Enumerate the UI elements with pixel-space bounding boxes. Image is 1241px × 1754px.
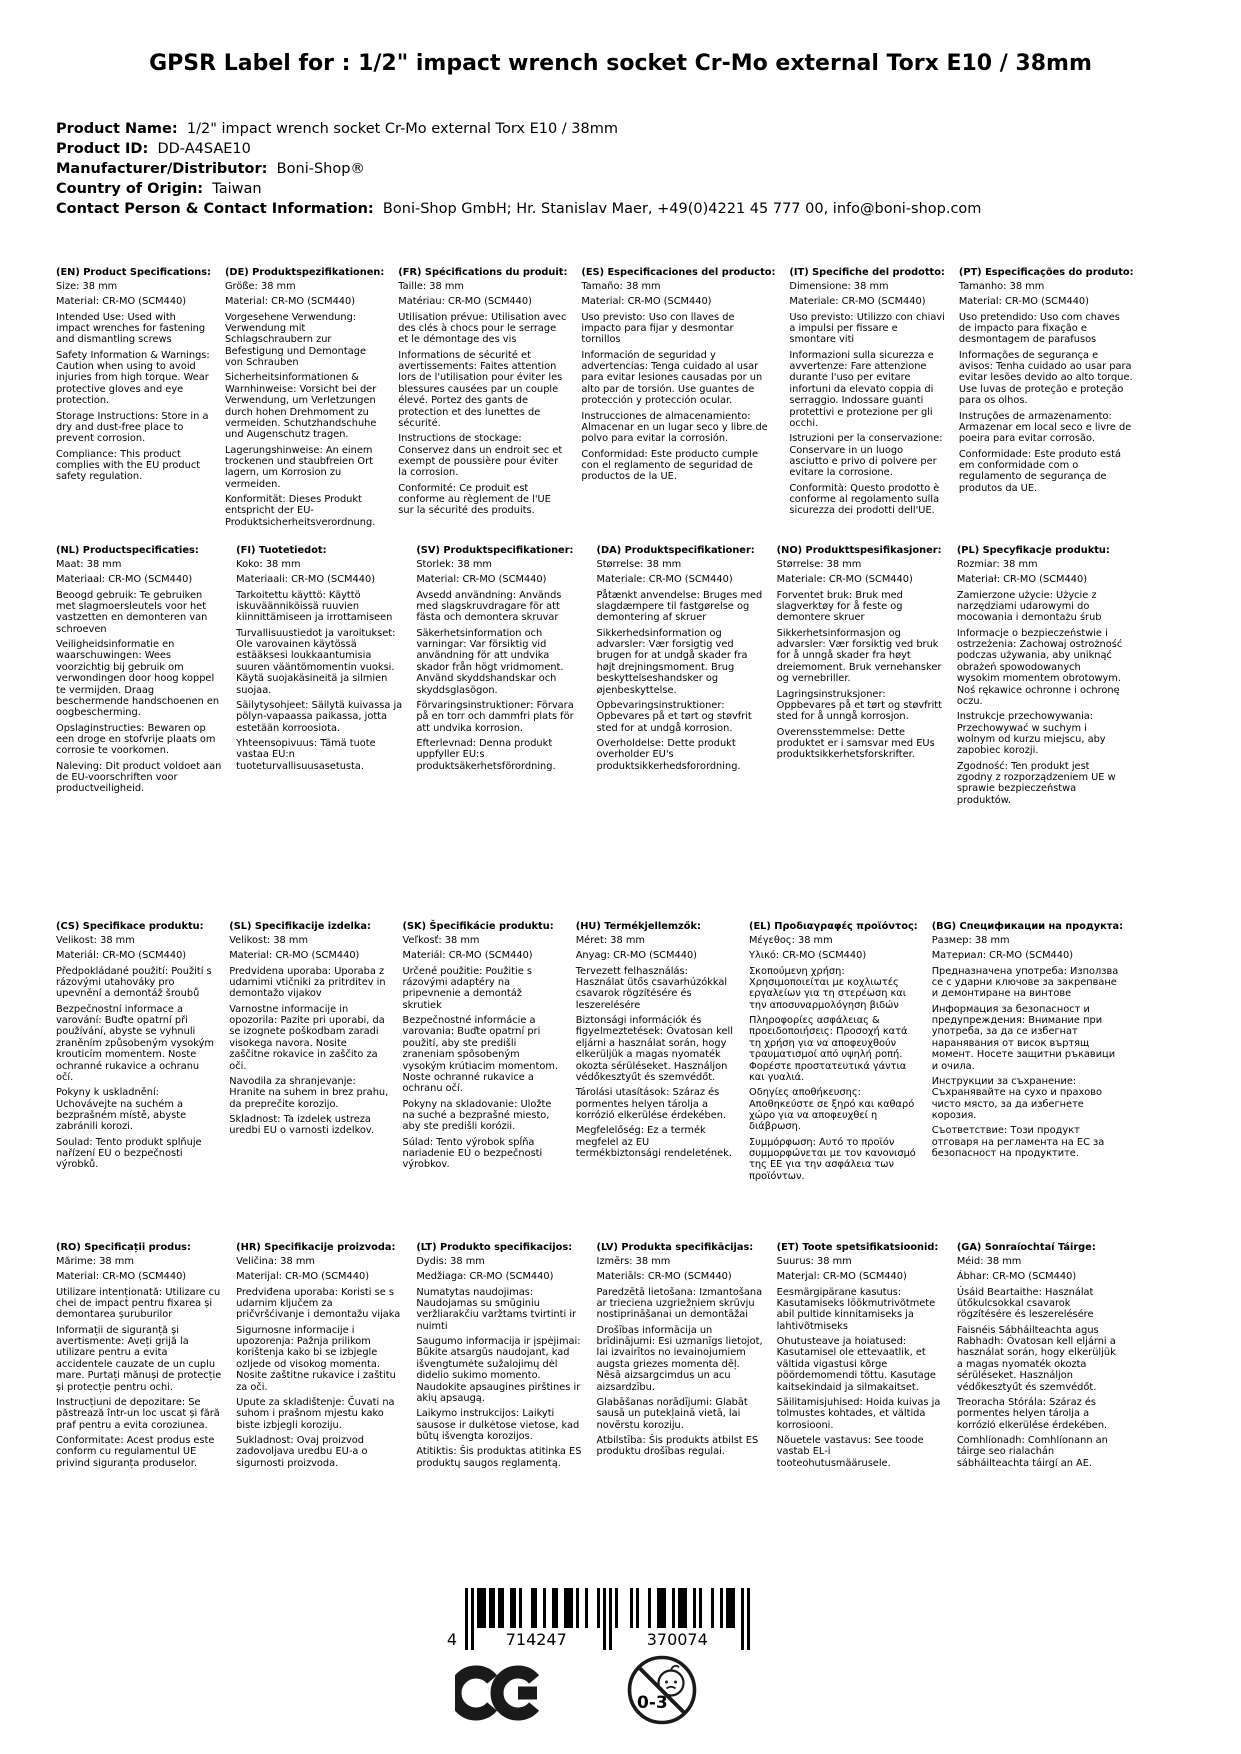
spec-paragraph: Megfelelőség: Ez a termék megfelel az EU termékbiztonsági rendeletének.: [575, 1125, 732, 1160]
spec-paragraph: Materjal: CR-MO (SCM440): [776, 1271, 907, 1283]
spec-paragraph: Størrelse: 38 mm: [596, 558, 682, 570]
spec-paragraph: Predvidena uporaba: Uporaba z udarnimi vtičniki za pritrditev in demontažo vijakov: [229, 965, 386, 1000]
product-info-label: Manufacturer/Distributor:: [56, 160, 268, 177]
barcode-bar: [648, 1588, 651, 1628]
spec-paragraph: Matériau: CR-MO (SCM440): [398, 296, 532, 308]
spec-block-ga: [957, 1242, 1123, 1473]
barcode-bar: [570, 1588, 573, 1628]
spec-paragraph: Sikkerhetsinformasjon og advarsler: Vær forsiktig ved bruk for å unngå skader fra høyt dreiemoment. Bruk vernehansker og vernebriller.: [776, 627, 942, 685]
spec-paragraph: Lagerungshinweise: An einem trockenen und staubfreien Ort lagern, um Korrosion zu vermeiden.: [224, 444, 373, 490]
spec-paragraph: Bezpečnostní informace a varování: Buďte opatrní při používání, abyste se vyhnuli zraněním způsobeným vysokým krouticím momentem. Noste ochranné rukavice a ochranu očí.: [56, 1003, 214, 1083]
spec-paragraph: Anyag: CR-MO (SCM440): [575, 950, 697, 962]
barcode-bar: [597, 1588, 600, 1628]
spec-paragraph: Informations de sécurité et avertissements: Faites attention lors de l'utilisation pour éviter les blessures causées par un couple élevé. Portez des gants de protection et des lunettes de sécurité.: [398, 349, 563, 429]
barcode-bar: [678, 1588, 681, 1628]
spec-block-fi: [236, 545, 402, 776]
spec-paragraph: Saugumo informacija ir įspėjimai: Būkite atsargūs naudojant, kad išvengtumėte sužalojimų dėl didelio sukimo momento. Naudokite apsaugines pirštines ir akių apsaugą.: [416, 1336, 581, 1404]
age-range-label: 0-3: [637, 1693, 668, 1713]
spec-paragraph: Størrelse: 38 mm: [776, 558, 862, 570]
spec-paragraph: Zgodność: Ten produkt jest zgodny z rozporządzeniem UE w sprawie bezpieczeństwa produktów.: [956, 760, 1116, 806]
spec-block-cs: [56, 921, 215, 1175]
spec-paragraph: Säilytysohjeet: Säilytä kuivassa ja pölyn-vapaassa paikassa, jotta estetään korroosiota.: [236, 699, 403, 734]
spec-paragraph: Maat: 38 mm: [56, 558, 122, 570]
spec-block-bg: [932, 921, 1123, 1164]
spec-paragraph: Predviđena uporaba: Koristi se s udarnim ključem za pričvršćivanje i demontažu vijaka: [236, 1286, 401, 1321]
spec-paragraph: Intended Use: Used with impact wrenches for fastening and dismantling screws: [56, 311, 206, 346]
spec-paragraph: Medžiaga: CR-MO (SCM440): [416, 1271, 554, 1283]
barcode-bar: [552, 1588, 555, 1628]
spec-paragraph: Materiāls: CR-MO (SCM440): [596, 1271, 732, 1283]
spec-block-pl: [957, 545, 1123, 811]
barcode-bar: [519, 1588, 522, 1628]
barcode-right-digits: 370074: [646, 1630, 708, 1649]
spec-block-header: (BG) Спецификации на продукта:: [931, 920, 1123, 932]
spec-paragraph: Zamierzone użycie: Użycie z narzędziami udarowymi do mocowania i demontażu śrub: [956, 589, 1102, 624]
spec-block-ro: [56, 1242, 222, 1473]
spec-paragraph: Uso pretendido: Uso com chaves de impacto para fixação e desmontagem de parafusos: [958, 311, 1120, 346]
ce-letter-c: [455, 1672, 492, 1714]
spec-paragraph: Informacje o bezpieczeństwie i ostrzeżenia: Zachowaj ostrożność podczas używania, aby uniknąć obrażeń spowodowanych wysokim momentem obrotowym. Noś rękawice ochronne i ochronę oczu.: [956, 627, 1123, 707]
spec-block-de: [225, 267, 384, 533]
spec-block-header: (EL) Προδιαγραφές προϊόντος:: [748, 920, 918, 932]
spec-paragraph: Materiaali: CR-MO (SCM440): [236, 574, 376, 586]
spec-block-header: (EN) Product Specifications:: [56, 266, 211, 278]
spec-paragraph: Opslaginstructies: Bewaren op een droge en stofvrije plaats om corrosie te voorkomen.: [56, 722, 216, 757]
spec-paragraph: Veľkosť: 38 mm: [402, 934, 480, 946]
spec-paragraph: Comhlíonadh: Comhlíonann an táirge seo rialachán sábháilteachta táirgí an AE.: [956, 1434, 1108, 1469]
spec-paragraph: Größe: 38 mm: [224, 280, 296, 292]
spec-paragraph: Instructions de stockage: Conservez dans un endroit sec et exempt de poussière pour éviter la corrosion.: [398, 433, 563, 479]
spec-paragraph: Οδηγίες αποθήκευσης: Αποθηκεύστε σε ξηρό και καθαρό χώρο για να αποφευχθεί η διάβρωση.: [748, 1087, 915, 1133]
spec-paragraph: Veličina: 38 mm: [236, 1255, 315, 1267]
spec-paragraph: Conformidade: Este produto está em conformidade com o regulamento de segurança de produtos da UE.: [958, 448, 1121, 494]
barcode-bar: [660, 1588, 663, 1628]
spec-block-header: (DE) Produktspezifikationen:: [224, 266, 385, 278]
spec-paragraph: Tarkoitettu käyttö: Käyttö iskuväänniköissä ruuvien kiinnittämiseen ja irrottamiseen: [236, 589, 393, 624]
spec-paragraph: Material: CR-MO (SCM440): [958, 296, 1089, 308]
spec-paragraph: Nõuetele vastavus: See toode vastab EL-i tooteohutusmäärusele.: [776, 1434, 924, 1469]
spec-paragraph: Material: CR-MO (SCM440): [224, 296, 356, 308]
spec-block-header: (NO) Produkttspesifikasjoner:: [776, 544, 942, 556]
spec-paragraph: Materiale: CR-MO (SCM440): [776, 574, 913, 586]
barcode-bar: [513, 1588, 516, 1628]
spec-paragraph: Materiał: CR-MO (SCM440): [956, 574, 1088, 586]
product-info-row: [56, 139, 1181, 159]
spec-block-sk: [402, 921, 561, 1175]
barcode-bar: [732, 1588, 735, 1628]
spec-paragraph: Lagringsinstruksjoner: Oppbevares på et tørt og støvfritt sted for å unngå korrosjon.: [776, 688, 942, 723]
barcode-bar: [726, 1588, 729, 1628]
spec-block-es: [581, 267, 775, 487]
spec-paragraph: Vorgesehene Verwendung: Verwendung mit Schlagschraubern zur Befestigung und Demontage von Schrauben: [224, 311, 366, 369]
spec-paragraph: Συμμόρφωση: Αυτό το προϊόν συμμορφώνεται με τον κανονισμό της ΕΕ για την ασφάλεια των προϊόντων.: [748, 1136, 916, 1182]
spec-grid: [56, 266, 1134, 1473]
spec-paragraph: Materiale: CR-MO (SCM440): [789, 296, 926, 308]
spec-block-header: (CS) Specifikace produktu:: [56, 920, 204, 932]
spec-paragraph: Material: CR-MO (SCM440): [581, 296, 712, 308]
spec-paragraph: Materiale: CR-MO (SCM440): [596, 574, 733, 586]
barcode-bar: [510, 1588, 513, 1628]
spec-paragraph: Naleving: Dit product voldoet aan de EU-voorschriften voor productveiligheid.: [56, 760, 222, 795]
spec-row-2: [56, 545, 1123, 921]
spec-paragraph: Velikost: 38 mm: [229, 934, 308, 946]
spec-paragraph: Faisnéis Sábháilteachta agus Rabhadh: Óvatosan kell eljárni a használat során, hogy elkerüljük a magas nyomaték okozta sérüléseket. Használjon védőkesztyűt és szemvédőt.: [956, 1324, 1116, 1393]
spec-paragraph: Πληροφορίες ασφάλειας & προειδοποιήσεις: Προσοχή κατά τη χρήση για να αποφευχθούν τραυματισμοί από υψηλή ροπή. Φορέστε προστατευτικά γάντια και γυαλιά.: [748, 1015, 908, 1083]
spec-paragraph: Forventet bruk: Bruk med slagverktøy for å feste og demontere skruer: [776, 589, 903, 624]
spec-block-sv: [416, 545, 582, 776]
spec-paragraph: Pokyny na skladovanie: Uložte na suché a bezprašné miesto, aby ste predišli korózii.: [402, 1098, 552, 1133]
spec-paragraph: Konformität: Dieses Produkt entspricht der EU-Produktsicherheitsverordnung.: [224, 494, 376, 528]
spec-paragraph: Ohutusteave ja hoiatused: Kasutamisel ole ettevaatlik, et vältida vigastusi kõrge pöördemomendi tõttu. Kasutage kaitsekindaid ja silmakaitset.: [776, 1336, 936, 1393]
barcode-bar: [543, 1588, 546, 1628]
spec-paragraph: Sikkerhedsinformation og advarsler: Vær forsigtig ved brugen for at undgå skader fra højt drejningsmoment. Brug beskyttelseshandsker og øjenbeskyttelse.: [596, 627, 748, 696]
barcode-bar: [501, 1588, 504, 1628]
barcode-bar: [534, 1588, 537, 1628]
spec-paragraph: Informații de siguranță și avertismente: Aveți grijă la utilizare pentru a evita accidentele cauzate de un cuplu mare. Purtați mănuși de protecție și protecție pentru ochi.: [56, 1324, 222, 1393]
barcode-bar: [711, 1588, 714, 1628]
spec-paragraph: Utilisation prévue: Utilisation avec des clés à chocs pour le serrage et le démontage des vis: [398, 311, 567, 346]
spec-paragraph: Suurus: 38 mm: [776, 1255, 852, 1267]
spec-paragraph: Dimensione: 38 mm: [789, 280, 889, 292]
spec-paragraph: Soulad: Tento produkt splňuje nařízení EU o bezpečnosti výrobků.: [56, 1136, 202, 1171]
spec-paragraph: Utilizare intenționată: Utilizare cu chei de impact pentru fixarea și demontarea șuruburilor: [56, 1286, 221, 1321]
spec-block-pt: [959, 267, 1134, 498]
spec-block-no: [777, 545, 943, 765]
age-warning-0-3-icon: [627, 1655, 697, 1725]
spec-block-header: (RO) Specificații produs:: [56, 1241, 191, 1253]
spec-paragraph: Материал: CR-MO (SCM440): [931, 950, 1074, 962]
barcode-bar: [681, 1588, 684, 1628]
spec-block-header: (HU) Termékjellemzők:: [575, 920, 701, 932]
spec-paragraph: Tervezett felhasználás: Használat ütős csavarhúzókkal csavarok rögzítésére és leszerelésére: [575, 965, 728, 1011]
spec-paragraph: Yhteensopivuus: Tämä tuote vastaa EU:n tuoteturvallisuusasetusta.: [236, 737, 376, 772]
barcode-bar: [531, 1588, 534, 1628]
spec-paragraph: Varnostne informacije in opozorila: Pazite pri uporabi, da se izognete poškodbam zaradi visokega navora. Nosite zaščitne rokavice in zaščito za oči.: [229, 1003, 385, 1072]
spec-block-header: (SL) Specifikacije izdelka:: [229, 920, 371, 932]
barcode-bar: [489, 1588, 492, 1628]
spec-paragraph: Biztonsági információk és figyelmeztetések: Óvatosan kell eljárni a használat során, hogy elkerüljük a magas nyomaték okozta sérüléseket. Használjon védőkesztyűt és szemvédőt.: [575, 1015, 733, 1083]
spec-block-el: [749, 921, 918, 1187]
barcode-bar: [636, 1588, 639, 1628]
spec-paragraph: Instrucciones de almacenamiento: Almacenar en un lugar seco y libre de polvo para evitar la corrosión.: [581, 410, 768, 445]
spec-paragraph: Atitiktis: Šis produktas atitinka ES produktų saugos reglamentą.: [416, 1446, 582, 1469]
spec-paragraph: Sicherheitsinformationen & Warnhinweise: Vorsicht bei der Verwendung, um Verletzungen durch hohen Drehmoment zu vermeiden. Schutzhandschuhe und Augenschutz tragen.: [224, 372, 377, 441]
spec-block-lv: [597, 1242, 763, 1462]
barcode-bar: [492, 1588, 495, 1628]
barcode-bar: [699, 1588, 702, 1628]
spec-paragraph: Säkerhetsinformation och varningar: Var försiktig vid användning för att undvika skador från högt vridmoment. Använd skyddshandskar och skyddsglasögon.: [416, 627, 564, 696]
spec-block-header: (IT) Specifiche del prodotto:: [789, 266, 945, 278]
spec-block-header: (HR) Specifikacije proizvoda:: [236, 1241, 396, 1253]
spec-paragraph: Numatytas naudojimas: Naudojamas su smūginiu veržliarakčiu varžtams tvirtinti ir nuimti: [416, 1286, 577, 1332]
barcode-bar: [564, 1588, 567, 1628]
barcode-bar: [498, 1588, 501, 1628]
spec-paragraph: Tamanho: 38 mm: [958, 280, 1045, 292]
spec-paragraph: Compliance: This product complies with the EU product safety regulation.: [56, 448, 201, 483]
spec-paragraph: Navodila za shranjevanje: Hranite na suhem in brez prahu, da preprečite korozijo.: [229, 1075, 389, 1110]
spec-paragraph: Glabāšanas norādījumi: Glabāt sausā un putekļainā vietā, lai novērstu koroziju.: [596, 1396, 748, 1431]
spec-paragraph: Taille: 38 mm: [398, 280, 464, 292]
spec-block-et: [777, 1242, 943, 1473]
spec-block-header: (ES) Especificaciones del producto:: [581, 266, 776, 278]
spec-paragraph: Storlek: 38 mm: [416, 558, 492, 570]
spec-paragraph: Súlad: Tento výrobok spĺňa nariadenie EÚ o bezpečnosti výrobkov.: [402, 1136, 543, 1171]
spec-block-da: [597, 545, 763, 776]
spec-paragraph: Storage Instructions: Store in a dry and dust-free place to prevent corrosion.: [56, 410, 209, 445]
spec-block-hu: [576, 921, 735, 1164]
spec-paragraph: Förvaringsinstruktioner: Förvara på en torr och dammfri plats för att undvika korrosion.: [416, 699, 574, 734]
spec-paragraph: Koko: 38 mm: [236, 558, 301, 570]
spec-block-header: (PT) Especificações do produto:: [958, 266, 1134, 278]
barcode-bar: [684, 1588, 687, 1628]
barcode-bar: [747, 1588, 750, 1650]
spec-paragraph: Bezpečnostné informácie a varovania: Buďte opatrní pri použití, aby ste predišli zraneniam spôsobeným vysokým krútiacim momentom. Noste ochranné rukavice a ochranu očí.: [402, 1015, 559, 1095]
spec-block-header: (PL) Specyfikacje produktu:: [956, 544, 1110, 556]
spec-paragraph: Säilitamisjuhised: Hoida kuivas ja tolmustes kohtades, et vältida korrosiooni.: [776, 1396, 941, 1431]
spec-paragraph: Materiaal: CR-MO (SCM440): [56, 574, 193, 586]
spec-paragraph: Drošības informācija un brīdinājumi: Esi uzmanīgs lietojot, lai izvairītos no ievainojumiem augsta griezes momenta dēļ. Nēsā aizsargcimdus un acu aizsardzību.: [596, 1324, 763, 1393]
spec-paragraph: Opbevaringsinstruktioner: Opbevares på et tørt og støvfrit sted for at undgå korrosion.: [596, 699, 752, 734]
spec-paragraph: Informações de segurança e avisos: Tenha cuidado ao usar para evitar lesões devido ao alto torque. Use luvas de proteção e proteção para os olhos.: [958, 349, 1133, 407]
spec-paragraph: Laikymo instrukcijos: Laikyti sausose ir dulkėtose vietose, kad būtų išvengta korozijos.: [416, 1408, 580, 1442]
barcode-bar: [630, 1588, 633, 1628]
spec-paragraph: Material: CR-MO (SCM440): [56, 296, 187, 308]
spec-paragraph: Veiligheidsinformatie en waarschuwingen: Wees voorzichtig bij gebruik om verwondingen door hoog koppel te vermijden. Draag beschermende handschoenen en oogbescherming.: [56, 639, 220, 719]
spec-block-header: (LT) Produkto specifikacijos:: [416, 1241, 573, 1253]
spec-paragraph: Overholdelse: Dette produkt overholder EU's produktsikkerhedsforordning.: [596, 737, 741, 772]
spec-paragraph: Μέγεθος: 38 mm: [748, 934, 833, 946]
product-info-label: Contact Person & Contact Information:: [56, 200, 374, 217]
spec-paragraph: Instrucțiuni de depozitare: Se păstrează într-un loc uscat și fără praf pentru a evita coroziunea.: [56, 1396, 220, 1431]
spec-paragraph: Treoracha Stórála: Száraz és pormentes helyen tárolja a korrózió elkerülése érdekében.: [956, 1396, 1108, 1431]
spec-paragraph: Safety Information & Warnings: Caution when using to avoid injuries from high torque. Wear protective gloves and eye protection.: [56, 349, 210, 407]
barcode-bar: [609, 1588, 612, 1650]
spec-paragraph: Размер: 38 mm: [931, 934, 1010, 946]
spec-block-en: [56, 267, 211, 487]
spec-paragraph: Ábhar: CR-MO (SCM440): [956, 1271, 1077, 1283]
spec-paragraph: Material: CR-MO (SCM440): [416, 574, 547, 586]
spec-paragraph: Materiál: CR-MO (SCM440): [56, 950, 187, 962]
spec-paragraph: Atbilstība: Šis produkts atbilst ES produktu drošības regulai.: [596, 1434, 759, 1458]
barcode-lead-digit: 4: [446, 1630, 457, 1649]
spec-paragraph: Rozmiar: 38 mm: [956, 558, 1038, 570]
spec-paragraph: Informazioni sulla sicurezza e avvertenze: Fare attenzione durante l'uso per evitare infortuni da elevato coppia di serraggio. Indossare guanti protettivi e protezione per gli occhi.: [789, 349, 934, 429]
spec-paragraph: Izmērs: 38 mm: [596, 1255, 671, 1267]
spec-paragraph: Σκοπούμενη χρήση: Χρησιμοποιείται με κοχλιωτές εργαλείων για τη στερέωση και την αποσυναρμολόγηση βιδών: [748, 965, 907, 1011]
spec-block-lt: [416, 1242, 582, 1473]
product-info-label: Product Name:: [56, 120, 178, 137]
spec-paragraph: Instruções de armazenamento: Armazenar em local seco e livre de poeira para evitar corrosão.: [958, 410, 1132, 445]
spec-paragraph: Méid: 38 mm: [956, 1255, 1022, 1267]
baby-eye-right: [674, 1681, 677, 1684]
barcode-bar: [555, 1588, 558, 1628]
spec-paragraph: Tárolási utasítások: Száraz és pormentes helyen tárolja a korrózió elkerülése érdekében.: [575, 1087, 727, 1121]
spec-paragraph: Mărime: 38 mm: [56, 1255, 134, 1267]
barcode-bar: [615, 1588, 618, 1628]
product-info-row: [56, 179, 1181, 199]
product-info-value: 1/2" impact wrench socket Cr-Mo external Torx E10 / 38mm: [177, 120, 619, 137]
spec-paragraph: Инструкции за съхранение: Съхранявайте на сухо и прахово чисто място, за да избегнете корозия.: [931, 1075, 1103, 1121]
spec-paragraph: Pokyny k uskladnění: Uchovávejte na suchém a bezprašném místě, abyste zabránili korozi.: [56, 1087, 187, 1133]
product-info-value: Boni-Shop GmbH; Hr. Stanislav Maer, +49(0)4221 45 777 00, info@boni-shop.com: [373, 200, 982, 217]
spec-block-header: (NL) Productspecificaties:: [56, 544, 199, 556]
page-title: GPSR Label for : 1/2" impact wrench socket Cr-Mo external Torx E10 / 38mm: [149, 51, 1092, 76]
spec-block-nl: [56, 545, 222, 799]
spec-block-sl: [229, 921, 388, 1141]
barcode-left-digits: 714247: [505, 1630, 567, 1649]
spec-paragraph: Conformitate: Acest produs este conform cu regulamentul UE privind siguranța produselor.: [56, 1434, 215, 1469]
spec-paragraph: Předpokládané použití: Použití s rázovými utahováky pro upevnění a demontáž šroubů: [56, 965, 212, 1000]
barcode-bar: [576, 1588, 579, 1628]
spec-block-header: (FR) Spécifications du produit:: [398, 266, 568, 278]
spec-block-header: (ET) Toote spetsifikatsioonid:: [776, 1241, 939, 1253]
spec-paragraph: Velikost: 38 mm: [56, 934, 135, 946]
barcode-bar: [720, 1588, 723, 1628]
spec-paragraph: Avsedd användning: Används med slagskruvdragare för att fästa och demontera skruvar: [416, 589, 562, 624]
barcode-bar: [693, 1588, 696, 1628]
ean13-barcode-icon: [441, 1588, 756, 1652]
spec-block-header: (DA) Produktspecifikationer:: [596, 544, 755, 556]
spec-paragraph: Uso previsto: Utilizzo con chiavi a impulsi per fissare e smontare viti: [789, 311, 945, 346]
spec-paragraph: Materiál: CR-MO (SCM440): [402, 950, 533, 962]
barcode-bar: [663, 1588, 666, 1628]
spec-block-fr: [398, 267, 567, 521]
barcode-bar: [657, 1588, 660, 1628]
barcode-bar: [465, 1588, 468, 1650]
spec-paragraph: Съответствие: Този продукт отговаря на регламента на ЕС за безопасност на продуктите.: [931, 1125, 1105, 1160]
spec-block-header: (GA) Sonraíochtaí Táirge:: [956, 1241, 1096, 1253]
spec-paragraph: Sukladnost: Ovaj proizvod zadovoljava uredbu EU-a o sigurnosti proizvoda.: [236, 1434, 368, 1469]
spec-block-header: (SV) Produktspecifikationer:: [416, 544, 574, 556]
spec-paragraph: Предназначена употреба: Използва се с ударни ключове за закрепване и демонтиране на винтове: [931, 965, 1119, 1000]
spec-paragraph: Určené použitie: Použitie s rázovými adaptéry na pripevnenie a demontáž skrutiek: [402, 965, 532, 1011]
baby-eye-left: [665, 1681, 668, 1684]
product-info-value: Taiwan: [203, 180, 262, 197]
spec-paragraph: Úsáid Beartaithe: Használat ütőkulcsokkal csavarok rögzítésére és leszerelésére: [956, 1286, 1094, 1321]
spec-paragraph: Materijal: CR-MO (SCM440): [236, 1271, 370, 1283]
spec-paragraph: Skladnost: Ta izdelek ustreza uredbi EU o varnosti izdelkov.: [229, 1113, 375, 1137]
spec-block-hr: [236, 1242, 402, 1473]
spec-paragraph: Conformité: Ce produit est conforme au règlement de l'UE sur la sécurité des produits.: [398, 482, 551, 517]
spec-paragraph: Dydis: 38 mm: [416, 1255, 485, 1267]
barcode-bar: [672, 1588, 675, 1628]
spec-paragraph: Size: 38 mm: [56, 280, 118, 292]
product-info-row: [56, 159, 1181, 179]
spec-paragraph: Информация за безопасност и предупреждения: Внимание при употреба, за да се избегнат наранявания от висок въртящ момент. Носете защитни ръкавици и очила.: [931, 1003, 1116, 1072]
spec-block-header: (FI) Tuotetiedot:: [236, 544, 327, 556]
spec-row-3: [56, 921, 1123, 1242]
spec-block-header: (LV) Produkta specifikācijas:: [596, 1241, 754, 1253]
spec-paragraph: Upute za skladištenje: Čuvati na suhom i prašnom mjestu kako biste izbjegli koroziju.: [236, 1396, 395, 1431]
product-info-value: Boni-Shop®: [267, 160, 365, 177]
barcode-bar: [480, 1588, 483, 1628]
barcode-bar: [729, 1588, 732, 1628]
spec-paragraph: Sigurnosne informacije i upozorenja: Pažnja prilikom korištenja kako bi se izbjegle ozljede od visokog momenta. Nosite zaštitne rukavice i zaštitu za oči.: [236, 1324, 396, 1393]
spec-paragraph: Material: CR-MO (SCM440): [229, 950, 360, 962]
barcode-bar: [603, 1588, 606, 1650]
spec-paragraph: Paredzētā lietošana: Izmantošana ar trieciena uzgriežņiem skrūvju nostiprināšanai un demontāžai: [596, 1286, 763, 1321]
spec-paragraph: Efterlevnad: Denna produkt uppfyller EU:s produktsäkerhetsförordning.: [416, 737, 556, 772]
spec-paragraph: Material: CR-MO (SCM440): [56, 1271, 187, 1283]
spec-block-it: [789, 267, 944, 521]
spec-paragraph: Información de seguridad y advertencias: Tenga cuidado al usar para evitar lesiones causadas por un alto par de torsión. Use guantes de protección y protección ocular.: [581, 349, 763, 407]
spec-paragraph: Conformità: Questo prodotto è conforme al regolamento sulla sicurezza dei prodotti dell'UE.: [789, 482, 940, 517]
spec-paragraph: Instrukcje przechowywania: Przechowywać w suchym i wolnym od kurzu miejscu, aby zapobiec korozji.: [956, 711, 1106, 757]
spec-paragraph: Påtænkt anvendelse: Bruges med slagdæmpere til fastgørelse og demontering af skruer: [596, 589, 763, 624]
spec-paragraph: Tamaño: 38 mm: [581, 280, 661, 292]
spec-paragraph: Beoogd gebruik: Te gebruiken met slagmoersleutels voor het vastzetten en demonteren van schroeven: [56, 589, 208, 635]
product-info-label: Country of Origin:: [56, 180, 204, 197]
barcode-bar: [567, 1588, 570, 1628]
barcode-bar: [477, 1588, 480, 1628]
barcode-bar: [471, 1588, 474, 1650]
spec-paragraph: Uso previsto: Uso con llaves de impacto para fijar y desmontar tornillos: [581, 311, 735, 346]
spec-paragraph: Υλικό: CR-MO (SCM440): [748, 950, 867, 962]
barcode-bar: [741, 1588, 744, 1650]
ce-mark-icon: [455, 1664, 539, 1722]
spec-row-1: [56, 266, 1134, 545]
spec-paragraph: Overensstemmelse: Dette produktet er i samsvar med EUs produktsikkerhetsforskrifter.: [776, 726, 935, 761]
product-info: [56, 119, 1181, 219]
spec-paragraph: Méret: 38 mm: [575, 934, 645, 946]
spec-block-header: (SK) Špecifikácie produktu:: [402, 920, 554, 932]
spec-paragraph: Istruzioni per la conservazione: Conservare in un luogo asciutto e privo di polvere per evitare la corrosione.: [789, 433, 943, 479]
product-info-row: [56, 199, 1181, 219]
spec-paragraph: Turvallisuustiedot ja varoitukset: Ole varovainen käytössä estääksesi loukkaantumisia suuren vääntömomentin vuoksi. Käytä suojakäsineitä ja silmien suojaa.: [236, 627, 396, 696]
product-info-value: DD-A4SAE10: [148, 140, 251, 157]
spec-paragraph: Eesmärgipärane kasutus: Kasutamiseks löökmutrivõtmete abil pultide kinnitamiseks ja lahtivõtmiseks: [776, 1286, 936, 1332]
spec-paragraph: Conformidad: Este producto cumple con el reglamento de seguridad de productos de la UE.: [581, 448, 759, 483]
product-info-row: [56, 119, 1181, 139]
barcode-bar: [585, 1588, 588, 1628]
product-info-label: Product ID:: [56, 140, 149, 157]
barcode-bar: [483, 1588, 486, 1628]
spec-row-4: [56, 1242, 1123, 1473]
